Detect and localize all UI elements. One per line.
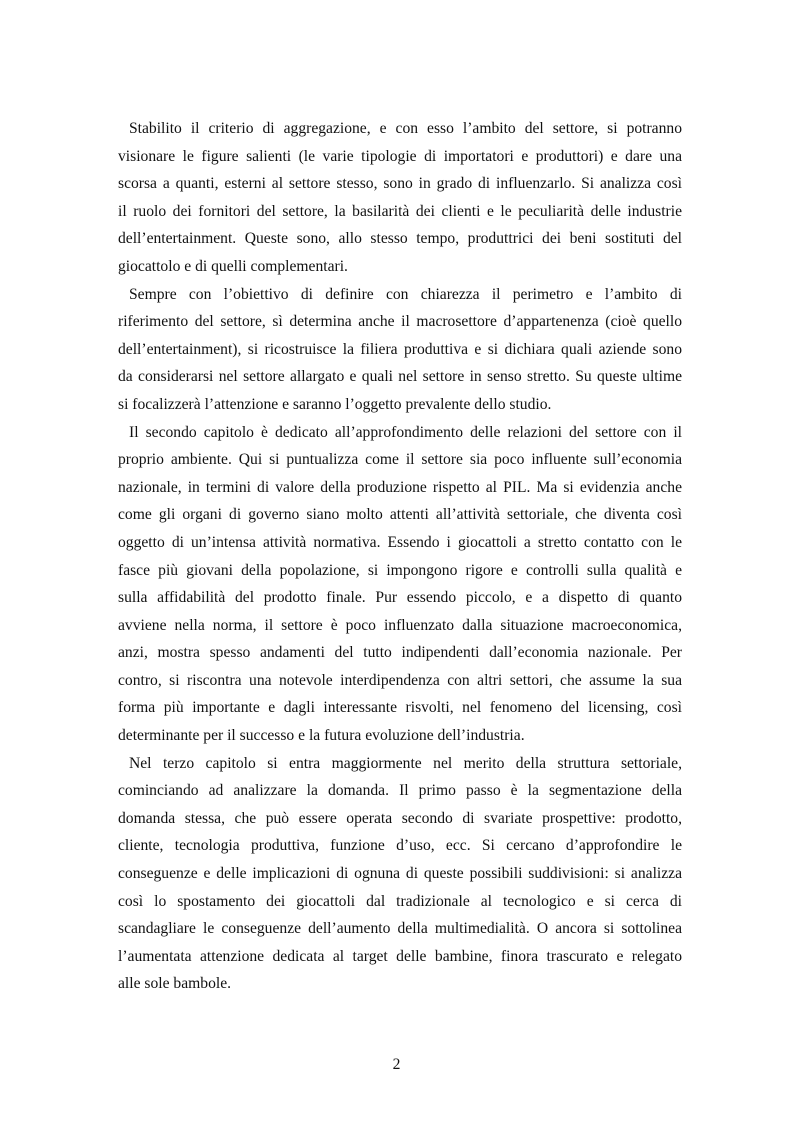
paragraph-line: così lo spostamento dei giocattoli dal tradizionale al tecnologico e si cerca di [118,892,682,910]
page-number: 2 [392,1056,401,1073]
paragraph-line: forma più importante e dagli interessante risvolti, nel fenomeno del licensing, così [118,699,682,717]
paragraph-line: cominciando ad analizzare la domanda. Il primo passo è la segmentazione della [118,782,682,800]
paragraph-line: riferimento del settore, sì determina anche il macrosettore d’appartenenza (cioè quello [118,313,682,331]
paragraph-3 [118,419,682,750]
paragraph-line: scorsa a quanti, esterni al settore stesso, sono in grado di influenzarlo. Si analizza così [118,175,682,193]
paragraph-line: determinante per il successo e la futura evoluzione dell’industria. [118,727,525,745]
paragraph-line: Stabilito il criterio di aggregazione, e con esso l’ambito del settore, si potranno [129,120,682,137]
paragraph-line: fasce più giovani della popolazione, si impongono rigore e controlli sulla qualità e [118,561,682,579]
page-body [118,115,682,998]
paragraph-line: proprio ambiente. Qui si puntualizza come il settore sia poco influente sull’economia [118,451,682,469]
paragraph-2 [118,281,682,419]
paragraph-line: dell’entertainment), si ricostruisce la filiera produttiva e si dichiara quali aziende sono [118,340,682,358]
paragraph-line: da considerarsi nel settore allargato e quali nel settore in senso stretto. Su queste ultime [118,368,682,386]
paragraph-line: Sempre con l’obiettivo di definire con chiarezza il perimetro e l’ambito di [129,285,682,303]
paragraph-line: avviene nella norma, il settore è poco influenzato dalla situazione macroeconomica, [118,616,682,634]
paragraph-line: il ruolo dei fornitori del settore, la basilarità dei clienti e le peculiarità delle industrie [118,202,682,220]
paragraph-line: oggetto di un’intensa attività normativa. Essendo i giocattoli a stretto contatto con le [118,533,682,551]
paragraph-line: Nel terzo capitolo si entra maggiormente nel merito della struttura settoriale, [129,754,682,772]
paragraph-line: come gli organi di governo siano molto attenti all’attività settoriale, che diventa così [118,506,682,524]
paragraph-line: anzi, mostra spesso andamenti del tutto indipendenti dall’economia nazionale. Per [118,644,682,662]
paragraph-line: giocattolo e di quelli complementari. [118,257,348,275]
paragraph-line: conseguenze e delle implicazioni di ognuna di queste possibili suddivisioni: si analizza [118,865,682,883]
paragraph-line: contro, si riscontra una notevole interdipendenza con altri settori, che assume la sua [118,671,682,689]
paragraph-line: cliente, tecnologia produttiva, funzione d’uso, ecc. Si cercano d’approfondire le [118,837,682,855]
paragraph-line: scandagliare le conseguenze dell’aumento della multimedialità. O ancora si sottolinea [118,920,682,938]
paragraph-line: nazionale, in termini di valore della produzione rispetto al PIL. Ma si evidenzia anche [118,478,682,496]
paragraph-line: domanda stessa, che può essere operata secondo di svariate prospettive: prodotto, [118,809,682,827]
paragraph-1 [118,115,682,281]
paragraph-line: Il secondo capitolo è dedicato all’approfondimento delle relazioni del settore con il [129,423,682,441]
paragraph-line: si focalizzerà l’attenzione e saranno l’oggetto prevalente dello studio. [118,395,552,413]
paragraph-line: alle sole bambole. [118,975,232,993]
paragraph-line: sulla affidabilità del prodotto finale. Pur essendo piccolo, e a dispetto di quanto [118,589,682,607]
paragraph-4 [118,750,682,998]
paragraph-line: visionare le figure salienti (le varie tipologie di importatori e produttori) e dare una [118,147,682,165]
paragraph-line: l’aumentata attenzione dedicata al target delle bambine, finora trascurato e relegato [118,947,682,965]
paragraph-line: dell’entertainment. Queste sono, allo stesso tempo, produttrici dei beni sostituti del [118,230,682,248]
